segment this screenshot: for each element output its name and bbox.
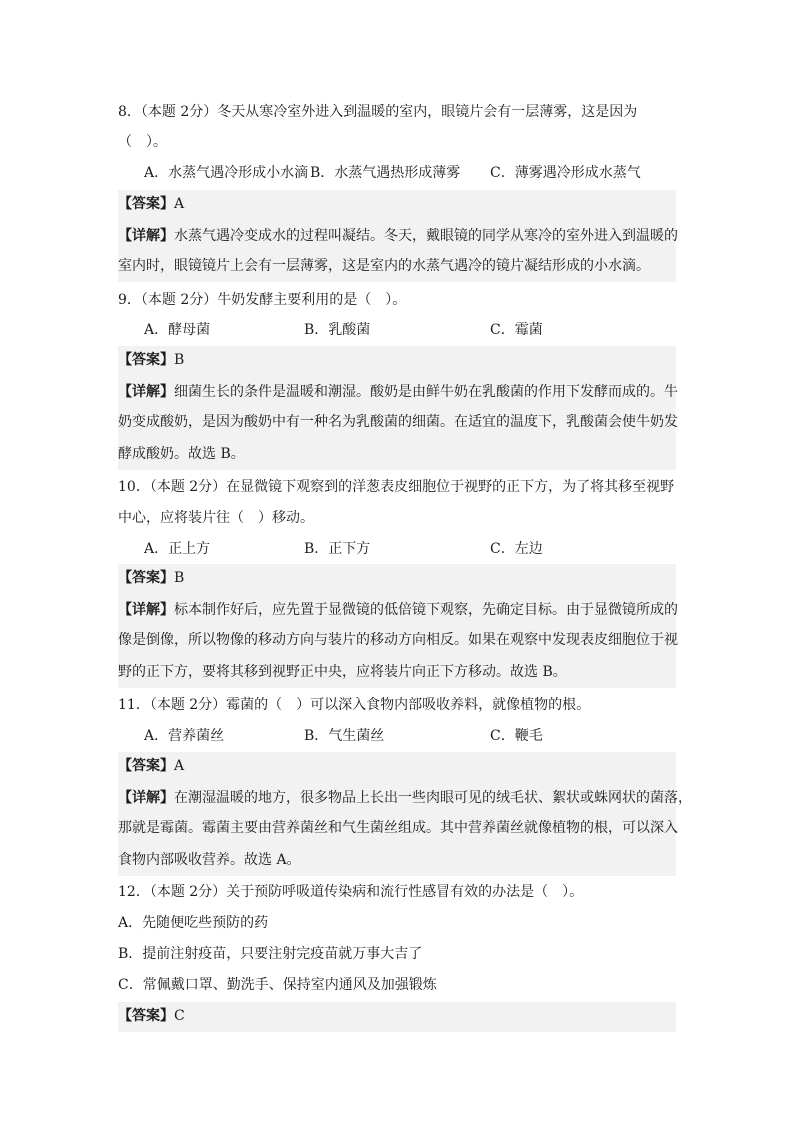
q11-answer-line <box>118 756 184 776</box>
q9-detail-line1: 【详解】细菌生长的条件是温暖和潮湿。酸奶是由鲜牛奶在乳酸菌的作用下发酵而成的。牛 <box>118 384 678 400</box>
answer-tag: 【答案】 <box>118 758 174 774</box>
answer-tag: 【答案】 <box>118 196 174 212</box>
q11-detail-line2: 那就是霉菌。霉菌主要由营养菌丝和气生菌丝组成。其中营养菌丝就像植物的根，可以深入 <box>118 820 678 836</box>
detail-tag: 【详解】 <box>118 228 174 244</box>
q10-detail-line1: 【详解】标本制作好后，应先置于显微镜的低倍镜下观察，先确定目标。由于显微镜所成的 <box>118 602 678 618</box>
q12-option-c: C．常佩戴口罩、勤洗手、保持室内通风及加强锻炼 <box>118 977 437 993</box>
detail-tag: 【详解】 <box>118 602 174 618</box>
q9-detail-line2: 奶变成酸奶，是因为酸奶中有一种名为乳酸菌的细菌。在适宜的温度下，乳酸菌会使牛奶发 <box>118 414 678 430</box>
q11-answer-block <box>118 752 692 876</box>
q11-detail-line3: 食物内部吸收营养。故选 A。 <box>118 852 301 868</box>
q9-answer-block <box>118 346 676 470</box>
q8-option-a: A．水蒸气遇冷形成小水滴 <box>144 165 309 181</box>
q9-detail-line3: 酵成酸奶。故选 B。 <box>118 446 245 462</box>
answer-tag: 【答案】 <box>118 352 174 368</box>
q10-answer: B <box>174 570 185 586</box>
q8-stem-line2: （ ）。 <box>118 134 167 150</box>
q8-detail-line1: 【详解】水蒸气遇冷变成水的过程叫凝结。冬天，戴眼镜的同学从寒冷的室外进入到温暖的 <box>118 228 678 244</box>
q10-stem-line2: 中心，应将装片往（ ）移动。 <box>118 510 314 526</box>
q8-answer-block <box>118 190 676 282</box>
q10-option-c: C．左边 <box>490 541 543 557</box>
q11-option-b: B．气生菌丝 <box>304 728 385 744</box>
q10-option-b: B．正下方 <box>304 541 371 557</box>
q9-option-c: C．霉菌 <box>490 322 543 338</box>
q8-option-c: C．薄雾遇冷形成水蒸气 <box>490 165 641 181</box>
q9-stem-line1: 9．（本题 2分）牛奶发酵主要利用的是（ ）。 <box>118 292 407 308</box>
q10-detail-line2: 像是倒像，所以物像的移动方向与装片的移动方向相反。如果在观察中发现表皮细胞位于视 <box>118 632 678 648</box>
answer-tag: 【答案】 <box>118 570 174 586</box>
detail-tag: 【详解】 <box>118 384 174 400</box>
q12-answer: C <box>174 1008 185 1024</box>
q12-stem-line1: 12．（本题 2分）关于预防呼吸道传染病和流行性感冒有效的办法是（ ）。 <box>118 884 584 900</box>
q9-option-a: A．酵母菌 <box>144 322 211 338</box>
q11-option-c: C．鞭毛 <box>490 728 543 744</box>
q11-detail-line1: 【详解】在潮湿温暖的地方，很多物品上长出一些肉眼可见的绒毛状、絮状或蛛网状的菌落， <box>118 790 692 806</box>
q9-answer: B <box>174 352 185 368</box>
q11-option-a: A．营养菌丝 <box>144 728 225 744</box>
q10-answer-block <box>118 564 676 688</box>
q9-answer-line <box>118 350 184 370</box>
q12-answer-block <box>118 1002 676 1032</box>
detail-tag: 【详解】 <box>118 790 174 806</box>
q9-option-b: B．乳酸菌 <box>304 322 371 338</box>
q12-option-a: A．先随便吃些预防的药 <box>118 915 269 931</box>
q10-stem-line1: 10．（本题 2分）在显微镜下观察到的洋葱表皮细胞位于视野的正下方，为了将其移至视野 <box>118 479 675 495</box>
answer-tag: 【答案】 <box>118 1008 174 1024</box>
q8-stem-line1: 8．（本题 2分）冬天从寒冷室外进入到温暖的室内，眼镜片会有一层薄雾，这是因为 <box>118 104 638 120</box>
q10-answer-line <box>118 568 184 588</box>
q10-detail-line3: 野的正下方，要将其移到视野正中央，应将装片向正下方移动。故选 B。 <box>118 664 567 680</box>
q8-option-b: B．水蒸气遇热形成薄雾 <box>310 165 461 181</box>
q8-answer-line <box>118 194 184 214</box>
q10-option-a: A．正上方 <box>144 541 211 557</box>
q8-detail-line2: 室内时，眼镜镜片上会有一层薄雾，这是室内的水蒸气遇冷的镜片凝结形成的小水滴。 <box>118 258 650 274</box>
q12-option-b: B．提前注射疫苗，只要注射完疫苗就万事大吉了 <box>118 946 423 962</box>
q12-answer-line <box>118 1006 185 1026</box>
q11-answer: A <box>174 758 185 774</box>
q11-stem-line1: 11．（本题 2分）霉菌的（ ）可以深入食物内部吸收养料，就像植物的根。 <box>118 697 591 713</box>
q8-answer: A <box>174 196 185 212</box>
